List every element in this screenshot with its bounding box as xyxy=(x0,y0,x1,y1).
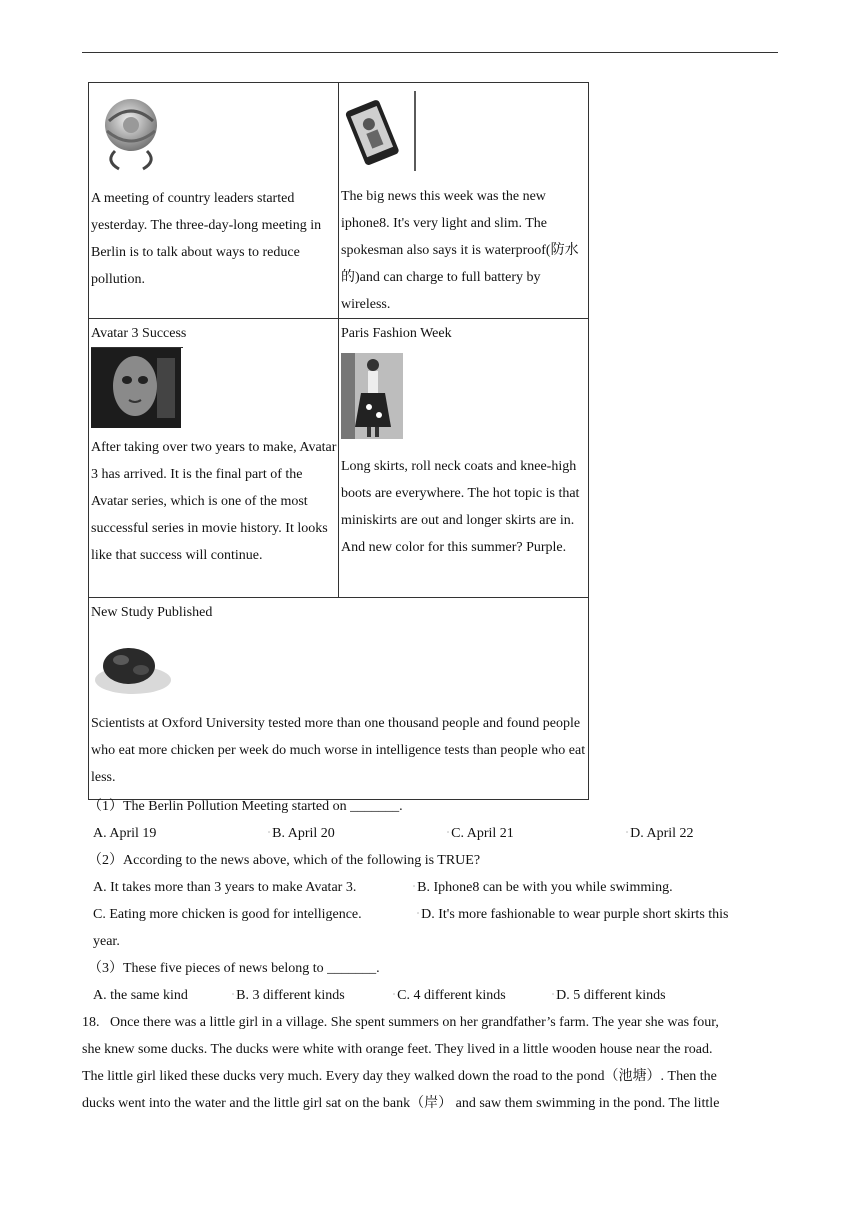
passage-line xyxy=(82,1009,782,1036)
option-c[interactable]: C. Eating more chicken is good for intelligence. xyxy=(93,907,362,922)
option-a[interactable]: A. It takes more than 3 years to make Avatar 3. xyxy=(93,880,357,895)
news-table xyxy=(88,82,589,800)
option-marker: ▫ xyxy=(626,830,629,837)
news-text: The big news this week was the new iphone8. It's very light and slim. The spokesman also says it is waterproof(防水的)and can charge to full battery by wireless. xyxy=(341,189,579,312)
news-cell-iphone xyxy=(339,83,589,319)
news-cell-study xyxy=(89,598,589,800)
question-stem: （3）These five pieces of news belong to _______. xyxy=(88,961,380,976)
question-stem: （2）According to the news above, which of the following is TRUE? xyxy=(88,853,481,868)
news-title: Avatar 3 Success xyxy=(91,326,187,341)
option-d[interactable] xyxy=(417,901,729,928)
news-text: Long skirts, roll neck coats and knee-high boots are everywhere. The hot topic is that miniskirts are out and longer skirts are in. And new color for this summer? Purple. xyxy=(341,459,580,555)
passage-line: The little girl liked these ducks very much. Every day they walked down the road to the pond（池塘）. Then the xyxy=(82,1069,717,1084)
option-c[interactable] xyxy=(447,820,514,847)
news-cell-avatar xyxy=(89,319,339,598)
option-marker: ▫ xyxy=(447,830,450,837)
option-marker: ▫ xyxy=(393,992,396,999)
option-label: B. Iphone8 can be with you while swimming. xyxy=(417,880,673,895)
news-cell-fashion xyxy=(339,319,589,598)
option-label: B. April 20 xyxy=(272,826,335,841)
option-label: D. It's more fashionable to wear purple short skirts this xyxy=(421,907,729,922)
chicken-dish-photo xyxy=(91,636,175,698)
passage-line: ducks went into the water and the little girl sat on the bank（岸） and saw them swimming in the pond. The little xyxy=(82,1096,720,1111)
news-title: Paris Fashion Week xyxy=(341,326,452,341)
news-text: After taking over two years to make, Avatar 3 has arrived. It is the final part of the Avatar series, which is one of the most successful series in movie history. It looks like that success will continue. xyxy=(91,440,337,563)
news-text: A meeting of country leaders started yesterday. The three-day-long meeting in Berlin is to talk about ways to reduce pollution. xyxy=(91,191,322,287)
option-b[interactable] xyxy=(268,820,335,847)
fashion-model-photo xyxy=(341,353,403,439)
news-title: New Study Published xyxy=(91,605,213,620)
option-label: D. April 22 xyxy=(630,826,694,841)
passage-text: Once there was a little girl in a village. She spent summers on her grandfather’s farm. The year she was four, xyxy=(110,1015,719,1030)
phone-icon xyxy=(343,89,419,173)
option-label: C. April 21 xyxy=(451,826,514,841)
option-b[interactable] xyxy=(413,874,673,901)
option-marker: ▫ xyxy=(232,992,235,999)
option-label: D. 5 different kinds xyxy=(556,988,666,1003)
passage-number: 18. xyxy=(82,1015,100,1030)
news-text: Scientists at Oxford University tested more than one thousand people and found people who eat more chicken per week do much worse in intelligence tests than people who eat less. xyxy=(91,716,586,785)
passage-line: she knew some ducks. The ducks were white with orange feet. They lived in a little wooden house near the road. xyxy=(82,1042,713,1057)
question-stem: （1）The Berlin Pollution Meeting started on _______. xyxy=(88,799,403,814)
option-label: C. 4 different kinds xyxy=(397,988,506,1003)
option-d[interactable] xyxy=(626,820,694,847)
news-cell-berlin xyxy=(89,83,339,319)
option-d[interactable] xyxy=(552,982,666,1009)
option-marker: ▫ xyxy=(552,992,555,999)
avatar-face-photo xyxy=(91,348,181,428)
option-d-continued: year. xyxy=(93,934,120,949)
option-marker: ▫ xyxy=(417,911,420,918)
option-a[interactable]: A. the same kind xyxy=(93,988,188,1003)
header-rule xyxy=(82,52,778,53)
option-b[interactable] xyxy=(232,982,345,1009)
option-c[interactable] xyxy=(393,982,506,1009)
option-label: B. 3 different kinds xyxy=(236,988,345,1003)
option-marker: ▫ xyxy=(268,830,271,837)
globe-leaders-icon xyxy=(95,91,175,177)
option-a[interactable]: A. April 19 xyxy=(93,826,157,841)
option-marker: ▫ xyxy=(413,884,416,891)
